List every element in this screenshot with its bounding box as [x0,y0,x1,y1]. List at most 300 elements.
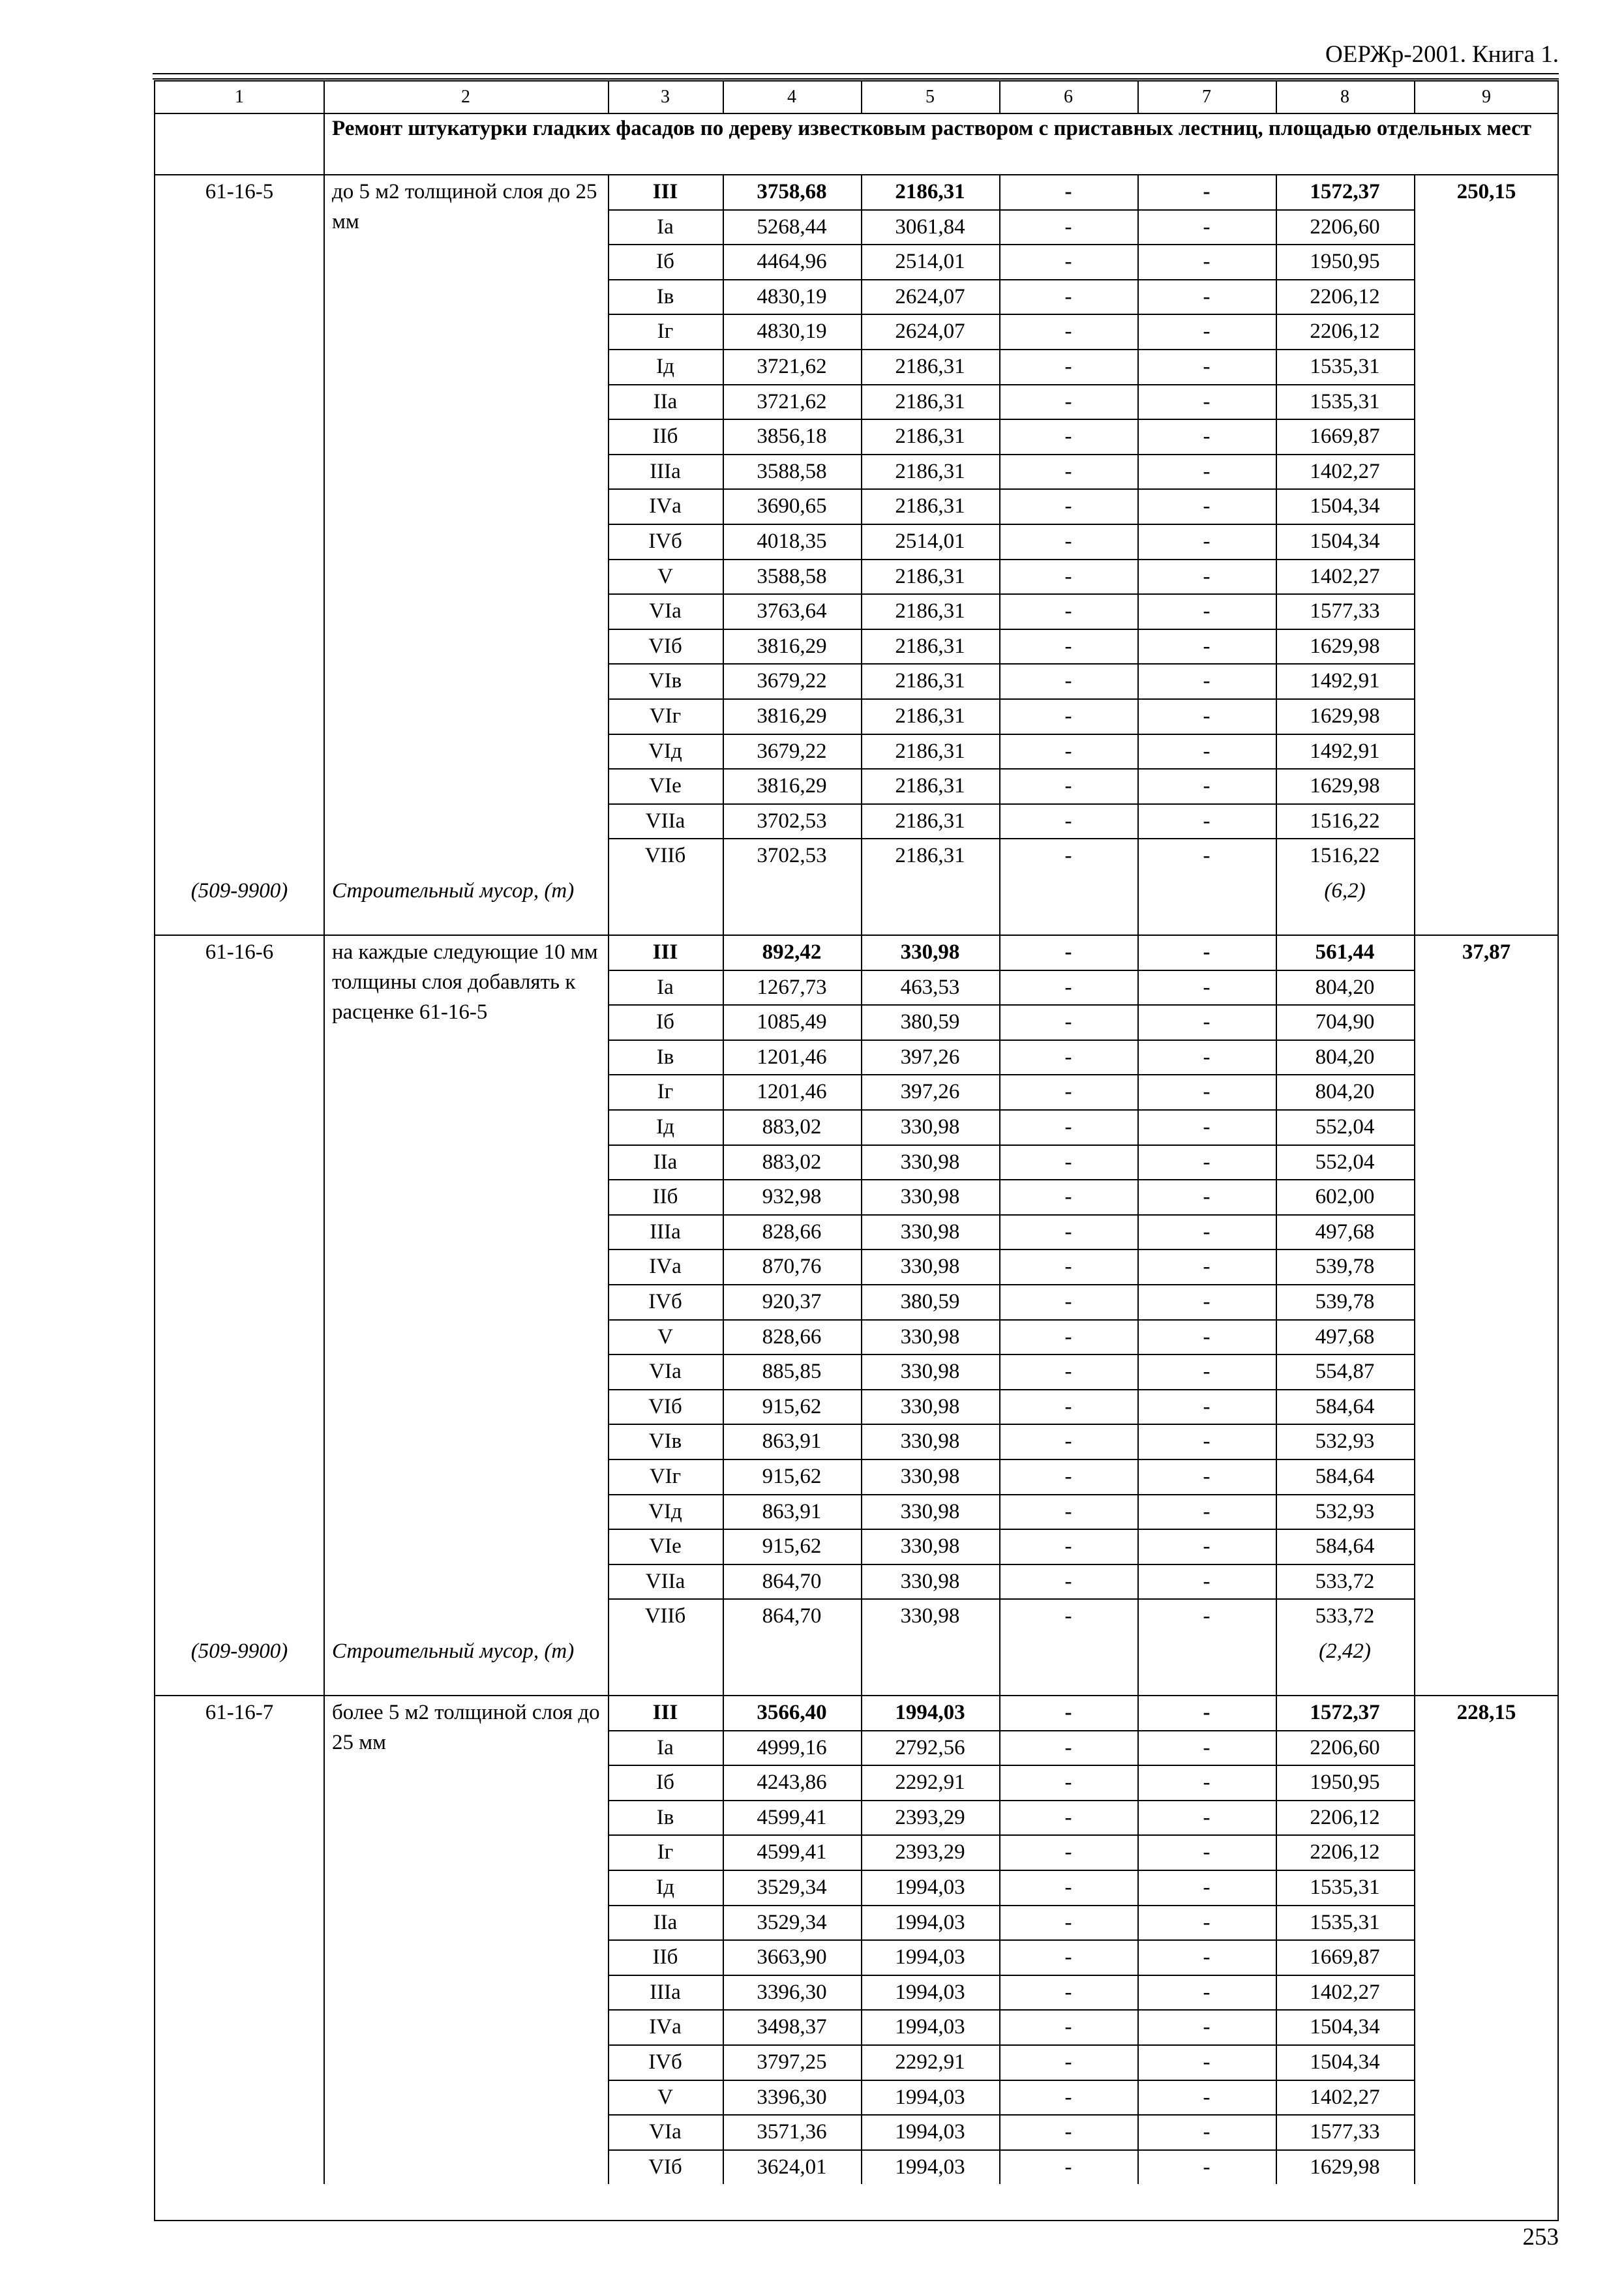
material-cost: 1629,98 [1310,2155,1380,2179]
material-cost: 561,44 [1315,940,1375,964]
labor-wage: 2514,01 [895,250,965,274]
region-class: Iб [656,1010,674,1034]
machine-cost: - [1064,1465,1072,1488]
material-cost: 2206,60 [1310,215,1380,239]
machine-cost: - [1064,425,1072,449]
machine-cost: - [1064,1429,1072,1454]
region-class: VIб [648,2155,682,2179]
direct-cost: 828,66 [762,1219,822,1244]
machine-cost: - [1064,1290,1072,1313]
column-number-7: 7 [1202,87,1211,107]
machine-cost: - [1064,809,1072,833]
machinist-wage: - [1203,1465,1210,1488]
machine-cost: - [1064,844,1072,868]
machine-cost: - [1064,704,1072,728]
direct-cost: 920,37 [762,1290,822,1313]
material-cost: 1669,87 [1310,1945,1380,1969]
labor-wage: 2186,31 [895,494,965,518]
machinist-wage: - [1203,2155,1210,2179]
machine-cost: - [1064,1360,1072,1384]
labor-wage: 2186,31 [895,774,965,798]
machinist-wage: - [1203,844,1210,868]
machine-cost: - [1064,459,1072,483]
machine-cost: - [1064,494,1072,518]
machine-cost: - [1064,774,1072,798]
column-number-4: 4 [787,87,796,107]
machinist-wage: - [1203,2050,1210,2074]
direct-cost: 915,62 [762,1534,822,1559]
direct-cost: 3624,01 [757,2155,827,2179]
machine-cost: - [1064,355,1072,378]
direct-cost: 4830,19 [757,284,827,308]
machine-cost: - [1064,1840,1072,1864]
region-class: Iа [657,975,674,999]
column-border [1414,1695,1415,2184]
region-class: VIа [649,1360,682,1384]
machinist-wage: - [1203,774,1210,798]
machine-cost: - [1064,2155,1072,2179]
material-cost: 1535,31 [1310,1910,1380,1934]
region-class: Iв [656,284,674,308]
region-class: V [657,564,673,588]
machine-cost: - [1064,530,1072,553]
labor-wage: 380,59 [900,1290,960,1313]
labor-wage: 2292,91 [895,2050,965,2074]
region-class: VIIб [644,844,686,868]
direct-cost: 863,91 [762,1499,822,1523]
machine-cost: - [1064,180,1072,203]
direct-cost: 3588,58 [757,459,827,483]
machinist-wage: - [1203,739,1210,763]
machinist-wage: - [1203,2015,1210,2039]
machinist-wage: - [1203,1771,1210,1795]
machinist-wage: - [1203,975,1210,999]
machine-cost: - [1064,599,1072,623]
labor-wage: 2292,91 [895,1771,965,1795]
machinist-wage: - [1203,1945,1210,1969]
labor-wage: 2186,31 [895,634,965,658]
machinist-wage: - [1203,2120,1210,2144]
machine-cost: - [1064,1394,1072,1418]
labor-wage: 397,26 [900,1080,960,1104]
material-cost: 1504,34 [1310,2050,1380,2074]
column-border [323,82,325,113]
material-cost: 804,20 [1315,1045,1375,1069]
machinist-wage: - [1203,284,1210,308]
region-class: IVа [649,1255,682,1279]
machine-cost: - [1064,1150,1072,1174]
machinist-wage: - [1203,1429,1210,1454]
material-cost: 1950,95 [1310,1771,1380,1795]
labor-wage: 2792,56 [895,1735,965,1759]
debris-label: Строительный мусор, (т) [332,1639,575,1663]
labor-wage: 330,98 [900,1394,960,1418]
machinist-wage: - [1203,1010,1210,1034]
region-class: VIв [648,1429,682,1454]
labor-wage: 330,98 [900,1255,960,1279]
direct-cost: 864,70 [762,1569,822,1593]
machine-cost: - [1064,739,1072,763]
labor-wage: 1994,03 [895,2120,965,2144]
column-border [323,1695,325,2184]
material-cost: 1629,98 [1310,774,1380,798]
material-cost: 1535,31 [1310,389,1380,413]
machine-cost: - [1064,1604,1072,1628]
machine-cost: - [1064,2085,1072,2109]
material-cost: 532,93 [1315,1499,1375,1523]
machinist-wage: - [1203,1360,1210,1384]
machine-cost: - [1064,320,1072,344]
region-class: IIIа [650,459,681,483]
direct-cost: 3856,18 [757,425,827,449]
labor-wage: 330,98 [900,1185,960,1209]
machine-cost: - [1064,1324,1072,1349]
region-class: VIб [648,634,682,658]
machinist-wage: - [1203,459,1210,483]
column-border [723,1695,724,2184]
direct-cost: 3396,30 [757,1980,827,2004]
direct-cost: 892,42 [762,940,822,964]
material-cost: 704,90 [1315,1010,1375,1034]
column-border [1414,935,1415,1695]
material-cost: 497,68 [1315,1219,1375,1244]
machinist-wage: - [1203,1876,1210,1899]
material-cost: 1572,37 [1310,1701,1380,1724]
machinist-wage: - [1203,2085,1210,2109]
labor-hours: 228,15 [1456,1701,1516,1724]
labor-wage: 330,98 [900,1534,960,1559]
machine-cost: - [1064,2050,1072,2074]
direct-cost: 3396,30 [757,2085,827,2109]
region-class: IIб [652,425,678,449]
region-class: VIд [648,1499,682,1523]
region-class: IIа [653,1150,678,1174]
machinist-wage: - [1203,1324,1210,1349]
direct-cost: 883,02 [762,1150,822,1174]
column-border [323,935,325,1695]
column-number-2: 2 [461,87,470,107]
column-border [723,935,724,1695]
column-border [1276,1695,1277,2184]
title-code-border [323,113,325,174]
material-cost: 539,78 [1315,1255,1375,1279]
machinist-wage: - [1203,1080,1210,1104]
material-cost: 804,20 [1315,975,1375,999]
region-class: Iб [656,1771,674,1795]
direct-cost: 3566,40 [757,1701,827,1724]
region-class: VIг [649,704,682,728]
machine-cost: - [1064,564,1072,588]
machine-cost: - [1064,1910,1072,1934]
material-cost: 552,04 [1315,1150,1375,1174]
machine-cost: - [1064,1010,1072,1034]
direct-cost: 863,91 [762,1429,822,1454]
rate-description: более 5 м2 толщиной слоя до 25 мм [332,1701,600,1754]
machine-cost: - [1064,1980,1072,2004]
labor-wage: 330,98 [900,1360,960,1384]
labor-hours: 37,87 [1462,940,1511,964]
region-class: V [657,1324,673,1349]
machine-cost: - [1064,1045,1072,1069]
material-cost: 533,72 [1315,1604,1375,1628]
labor-wage: 2186,31 [895,669,965,693]
machinist-wage: - [1203,1840,1210,1864]
machinist-wage: - [1203,1115,1210,1139]
direct-cost: 4999,16 [757,1735,827,1759]
labor-wage: 2186,31 [895,809,965,833]
labor-wage: 1994,03 [895,1701,965,1724]
material-cost: 552,04 [1315,1115,1375,1139]
section-title: Ремонт штукатурки гладких фасадов по дереву известковым раствором с приставных лестниц, площадью отдельных мест [332,117,1531,140]
direct-cost: 1267,73 [757,975,827,999]
labor-wage: 2186,31 [895,704,965,728]
labor-wage: 330,98 [900,1604,960,1628]
column-number-1: 1 [235,87,244,107]
machinist-wage: - [1203,940,1210,964]
machinist-wage: - [1203,250,1210,274]
labor-wage: 330,98 [900,1569,960,1593]
material-cost: 539,78 [1315,1290,1375,1313]
direct-cost: 3679,22 [757,669,827,693]
labor-wage: 2186,31 [895,459,965,483]
material-cost: 2206,12 [1310,320,1380,344]
direct-cost: 4018,35 [757,530,827,553]
machinist-wage: - [1203,1980,1210,2004]
labor-wage: 330,98 [900,1465,960,1488]
machine-cost: - [1064,1219,1072,1244]
debris-code: (509-9900) [190,1639,288,1663]
material-cost: 532,93 [1315,1429,1375,1454]
column-border [1276,82,1277,113]
direct-cost: 3571,36 [757,2120,827,2144]
column-border [723,174,724,935]
labor-wage: 330,98 [900,1115,960,1139]
region-class: Iг [657,1080,674,1104]
machinist-wage: - [1203,494,1210,518]
machine-cost: - [1064,1701,1072,1724]
direct-cost: 932,98 [762,1185,822,1209]
material-cost: 497,68 [1315,1324,1375,1349]
labor-wage: 2624,07 [895,320,965,344]
column-border [1137,82,1139,113]
machinist-wage: - [1203,425,1210,449]
column-border [1137,1695,1139,2184]
rate-description: до 5 м2 толщиной слоя до 25 мм [332,180,597,233]
direct-cost: 3663,90 [757,1945,827,1969]
machine-cost: - [1064,1735,1072,1759]
labor-wage: 330,98 [900,1429,960,1454]
direct-cost: 915,62 [762,1465,822,1488]
region-class: VIд [648,739,682,763]
machinist-wage: - [1203,1604,1210,1628]
material-cost: 1402,27 [1310,564,1380,588]
machine-cost: - [1064,1115,1072,1139]
column-border [999,1695,1000,2184]
material-cost: 1492,91 [1310,739,1380,763]
machinist-wage: - [1203,1219,1210,1244]
region-class: Iг [657,1840,674,1864]
page-number: 253 [1522,2224,1559,2251]
column-border [861,935,862,1695]
region-class: IIб [652,1185,678,1209]
material-cost: 584,64 [1315,1465,1375,1488]
direct-cost: 4464,96 [757,250,827,274]
machinist-wage: - [1203,704,1210,728]
labor-wage: 2624,07 [895,284,965,308]
labor-wage: 330,98 [900,1324,960,1349]
material-cost: 602,00 [1315,1185,1375,1209]
material-cost: 1516,22 [1310,844,1380,868]
material-cost: 1402,27 [1310,459,1380,483]
machine-cost: - [1064,284,1072,308]
column-border [999,174,1000,935]
labor-wage: 2186,31 [895,425,965,449]
region-class: Iд [656,1115,674,1139]
machinist-wage: - [1203,1910,1210,1934]
direct-cost: 1201,46 [757,1080,827,1104]
machinist-wage: - [1203,809,1210,833]
material-cost: 1504,34 [1310,494,1380,518]
region-class: IIIа [650,1219,681,1244]
material-cost: 1402,27 [1310,2085,1380,2109]
machinist-wage: - [1203,1185,1210,1209]
region-class: III [652,1701,678,1724]
direct-cost: 3797,25 [757,2050,827,2074]
direct-cost: 4243,86 [757,1771,827,1795]
direct-cost: 3816,29 [757,704,827,728]
machine-cost: - [1064,1945,1072,1969]
machine-cost: - [1064,250,1072,274]
region-class: IVб [648,530,682,553]
region-class: VIе [649,774,682,798]
direct-cost: 3816,29 [757,774,827,798]
labor-wage: 2186,31 [895,844,965,868]
region-class: Iв [656,1805,674,1829]
labor-wage: 1994,03 [895,1980,965,2004]
column-number-6: 6 [1064,87,1073,107]
region-class: IIа [653,1910,678,1934]
region-class: IVа [649,494,682,518]
direct-cost: 3721,62 [757,389,827,413]
column-border [1276,174,1277,935]
rate-code: 61-16-6 [205,940,274,964]
machinist-wage: - [1203,180,1210,203]
material-cost: 584,64 [1315,1394,1375,1418]
material-cost: 1516,22 [1310,809,1380,833]
material-cost: 1492,91 [1310,669,1380,693]
material-cost: 1504,34 [1310,530,1380,553]
column-border [1414,174,1415,935]
column-border [1276,935,1277,1695]
labor-wage: 2514,01 [895,530,965,553]
machinist-wage: - [1203,599,1210,623]
material-cost: 2206,60 [1310,1735,1380,1759]
labor-wage: 1994,03 [895,1876,965,1899]
region-class: IVб [648,2050,682,2074]
labor-wage: 1994,03 [895,2085,965,2109]
region-class: IIа [653,389,678,413]
header-rule-bottom [153,78,1559,80]
material-cost: 1629,98 [1310,634,1380,658]
material-cost: 1669,87 [1310,425,1380,449]
machinist-wage: - [1203,1805,1210,1829]
machinist-wage: - [1203,1534,1210,1559]
machine-cost: - [1064,1569,1072,1593]
machine-cost: - [1064,2015,1072,2039]
direct-cost: 1085,49 [757,1010,827,1034]
machinist-wage: - [1203,1290,1210,1313]
column-border [608,174,609,935]
column-border [1137,174,1139,935]
column-border [861,174,862,935]
direct-cost: 915,62 [762,1394,822,1418]
direct-cost: 3498,37 [757,2015,827,2039]
column-border [999,82,1000,113]
machinist-wage: - [1203,1394,1210,1418]
material-cost: 1629,98 [1310,704,1380,728]
column-border [861,1695,862,2184]
labor-wage: 1994,03 [895,1945,965,1969]
direct-cost: 3690,65 [757,494,827,518]
material-cost: 2206,12 [1310,284,1380,308]
region-class: Iд [656,1876,674,1899]
machine-cost: - [1064,634,1072,658]
direct-cost: 5268,44 [757,215,827,239]
column-border [608,82,609,113]
material-cost: 1577,33 [1310,2120,1380,2144]
rate-description: на каждые следующие 10 мм толщины слоя добавлять к расценке 61-16-5 [332,940,598,1024]
labor-wage: 2186,31 [895,599,965,623]
machinist-wage: - [1203,530,1210,553]
region-class: III [652,940,678,964]
header-rule-top [153,73,1559,74]
material-cost: 533,72 [1315,1569,1375,1593]
rates-table [154,80,1559,2221]
labor-wage: 330,98 [900,1150,960,1174]
labor-hours: 250,15 [1456,180,1516,203]
direct-cost: 3679,22 [757,739,827,763]
region-class: VIа [649,2120,682,2144]
region-class: V [657,2085,673,2109]
material-cost: 1402,27 [1310,1980,1380,2004]
column-border [999,935,1000,1695]
labor-wage: 3061,84 [895,215,965,239]
direct-cost: 3763,64 [757,599,827,623]
labor-wage: 2186,31 [895,564,965,588]
machine-cost: - [1064,1499,1072,1523]
direct-cost: 1201,46 [757,1045,827,1069]
machine-cost: - [1064,1771,1072,1795]
labor-wage: 463,53 [900,975,960,999]
material-cost: 2206,12 [1310,1805,1380,1829]
labor-wage: 1994,03 [895,2155,965,2179]
material-cost: 1504,34 [1310,2015,1380,2039]
machinist-wage: - [1203,389,1210,413]
labor-wage: 1994,03 [895,2015,965,2039]
material-cost: 804,20 [1315,1080,1375,1104]
region-class: VIIб [644,1604,686,1628]
labor-wage: 397,26 [900,1045,960,1069]
rate-code: 61-16-5 [205,180,274,203]
machinist-wage: - [1203,1701,1210,1724]
machine-cost: - [1064,1255,1072,1279]
region-class: IIб [652,1945,678,1969]
column-border [861,82,862,113]
machine-cost: - [1064,1805,1072,1829]
column-border [323,174,325,935]
column-number-5: 5 [925,87,935,107]
region-class: IIIа [650,1980,681,2004]
